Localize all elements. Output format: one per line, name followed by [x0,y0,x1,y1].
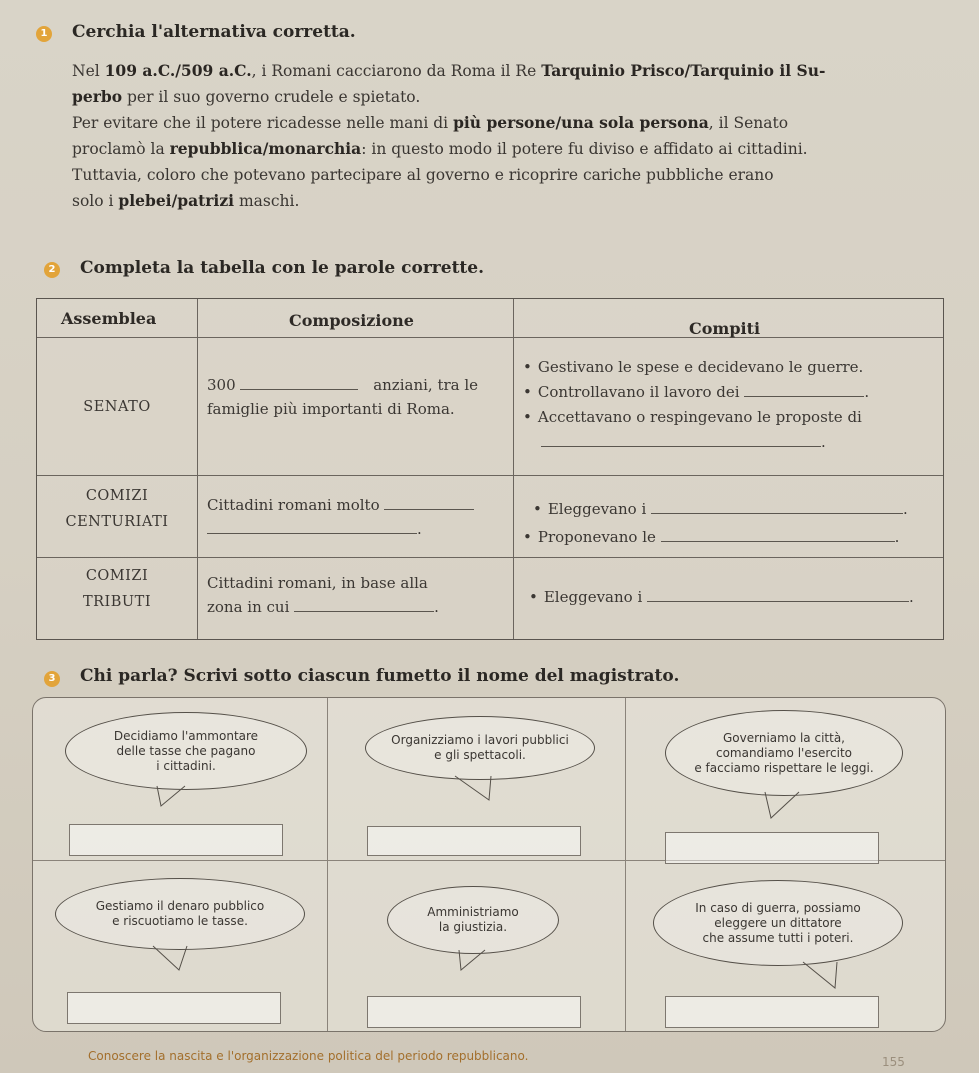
exercise-3-title: Chi parla? Scrivi sotto ciascun fumetto il nome del magistrato. [80,666,680,686]
choice-persons[interactable]: più persone/una sola persona [453,113,709,132]
speech-bubble: Governiamo la città, comandiamo l'esercito e facciamo rispettare le leggi. [665,710,903,796]
exercise-1-title: Cerchia l'alternativa corretta. [72,22,356,42]
centuriati-composition: Cittadini romani molto . [207,493,507,541]
bubble-tail [151,784,191,810]
paragraph-line: proclamò la repubblica/monarchia: in questo modo il potere fu diviso e affidato ai cittadini. [72,139,808,158]
assemblies-table [36,298,944,640]
answer-blank[interactable] [647,601,909,602]
magistrate-answer-box[interactable] [665,832,879,864]
paragraph-line: Tuttavia, coloro che potevano partecipare al governo e ricoprire cariche pubbliche erano [72,166,774,184]
answer-blank[interactable] [661,541,895,542]
task-item: • Accettavano o respingevano le proposte di [523,405,941,430]
speech-bubble: Gestiamo il denaro pubblico e riscuotiamo le tasse. [55,878,305,950]
bubble-tail [801,960,843,992]
answer-blank[interactable] [294,611,434,612]
magistrate-answer-box[interactable] [69,824,283,856]
answer-blank[interactable] [651,513,903,514]
panel-divider [327,698,328,1031]
exercise-3-number: 3 [44,671,60,687]
answer-blank[interactable] [384,509,474,510]
task-item: • Gestivano le spese e decidevano le guerre. [523,355,941,380]
bubble-tail [759,790,803,822]
speech-bubbles-panel [32,697,946,1032]
assembly-comizi-tributi: COMIZI TRIBUTI [82,568,152,610]
paragraph-line: solo i plebei/patrizi maschi. [72,191,300,210]
answer-blank[interactable] [240,389,358,390]
tributi-tasks: • Eleggevano i . [523,585,941,609]
page-number: 155 [882,1055,905,1069]
choice-government[interactable]: repubblica/monarchia [169,139,362,158]
panel-divider [625,698,626,1031]
senato-tasks: • Gestivano le spese e decidevano le guerre. • Controllavano il lavoro dei . • Accettavano o respingevano le proposte di . [523,355,941,455]
table-divider [37,475,943,476]
speech-bubble: Organizziamo i lavori pubblici e gli spettacoli. [365,716,595,780]
centuriati-tasks: • Eleggevano i . • Proponevano le . [523,495,941,551]
magistrate-answer-box[interactable] [665,996,879,1028]
bubble-tail [453,948,493,974]
paragraph-line: Nel 109 a.C./509 a.C., i Romani cacciarono da Roma il Re Tarquinio Prisco/Tarquinio il Su- [72,61,826,80]
header-composition: Composizione [289,311,414,330]
bubble-tail [149,944,193,974]
answer-blank[interactable] [744,396,864,397]
tributi-composition: Cittadini romani, in base alla zona in cui . [207,574,439,616]
paragraph-line: Per evitare che il potere ricadesse nelle mani di più persone/una sola persona, il Senato [72,113,789,132]
answer-blank[interactable] [541,446,821,447]
senato-composition: 300 anziani, tra le famiglie più importanti di Roma. [207,376,479,418]
magistrate-answer-box[interactable] [367,826,581,856]
table-divider [37,557,943,558]
exercise-2-number: 2 [44,262,60,278]
table-divider [513,299,514,639]
footer-objective: Conoscere la nascita e l'organizzazione politica del periodo repubblicano. [88,1049,529,1063]
assembly-comizi-centuriati: COMIZI CENTURIATI [65,488,169,530]
exercise-1-number: 1 [36,26,52,42]
exercise-2-title: Completa la tabella con le parole corrette. [80,258,485,278]
table-divider [37,337,943,338]
table-divider [197,299,198,639]
task-item: • Controllavano il lavoro dei . [523,380,941,405]
paragraph-line: perbo per il suo governo crudele e spietato. [72,87,421,106]
assembly-senato: SENATO [83,399,151,415]
header-tasks: Compiti [689,319,761,338]
bubble-tail [451,774,495,804]
speech-bubble: In caso di guerra, possiamo eleggere un dittatore che assume tutti i poteri. [653,880,903,966]
choice-king[interactable]: Tarquinio Prisco/Tarquinio il Su- [541,61,826,80]
header-assembly: Assemblea [61,309,157,328]
answer-blank[interactable] [207,533,417,534]
exercise-1-text [72,58,932,214]
speech-bubble: Amministriamo la giustizia. [387,886,559,954]
speech-bubble: Decidiamo l'ammontare delle tasse che pagano i cittadini. [65,712,307,790]
choice-year[interactable]: 109 a.C./509 a.C. [104,61,252,80]
magistrate-answer-box[interactable] [367,996,581,1028]
choice-class[interactable]: plebei/patrizi [118,191,235,210]
choice-king-cont[interactable]: perbo [72,87,123,106]
magistrate-answer-box[interactable] [67,992,281,1024]
